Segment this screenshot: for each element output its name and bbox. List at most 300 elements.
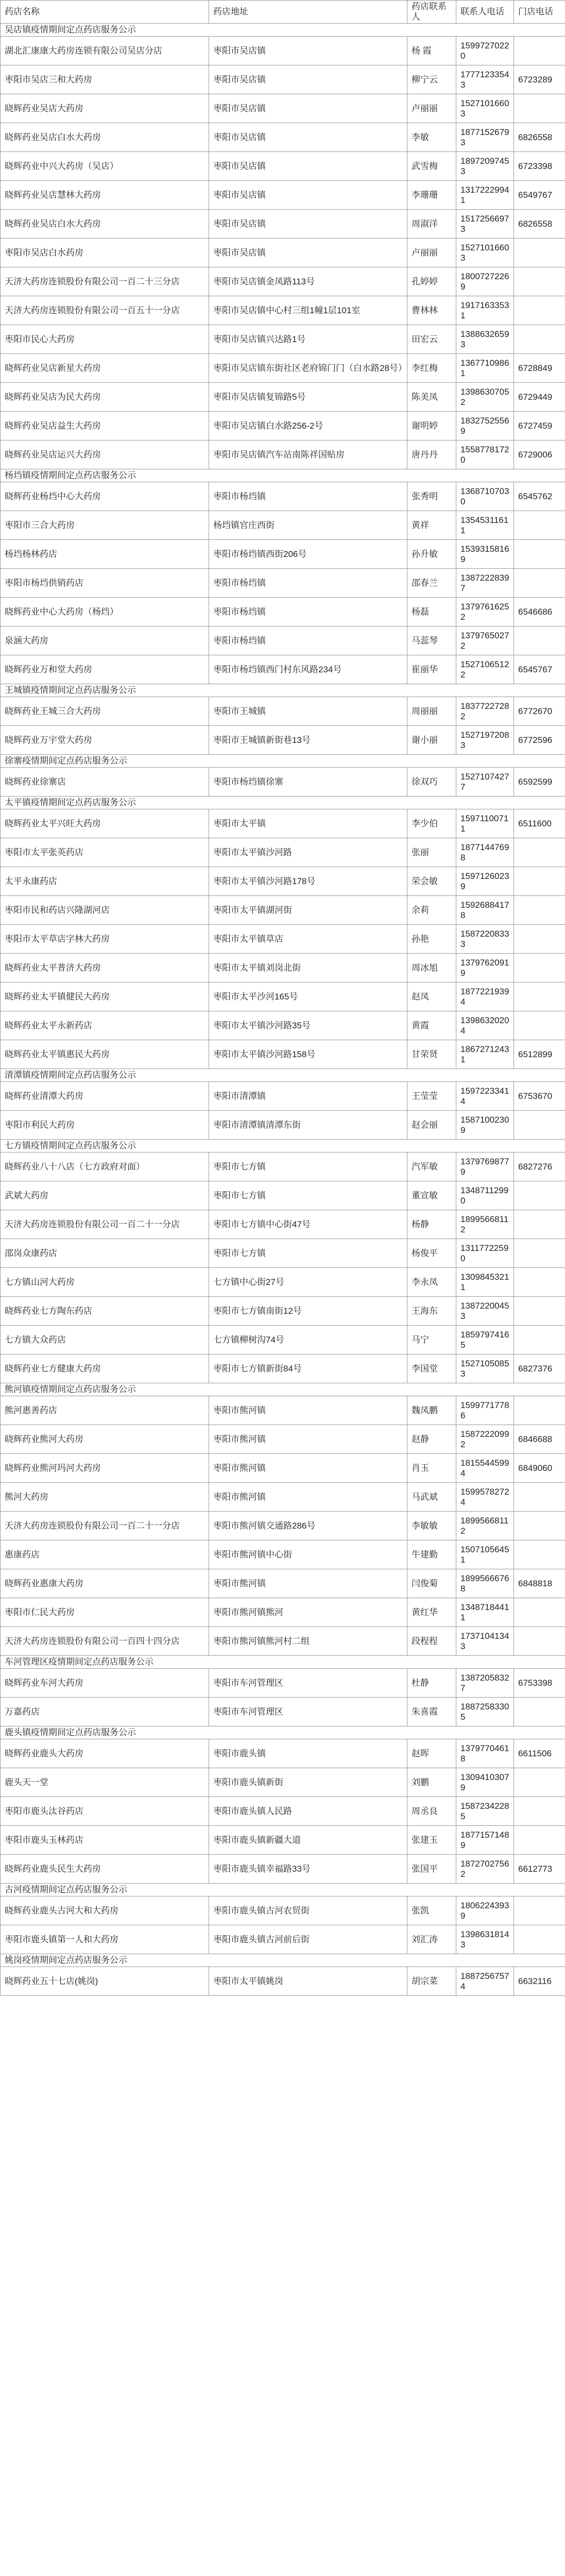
cell-store-phone xyxy=(514,1011,565,1040)
cell-phone: 13797704618 xyxy=(456,1739,514,1768)
cell-address: 枣阳市鹿头镇人民路 xyxy=(209,1797,407,1826)
cell-phone: 13094103079 xyxy=(456,1768,514,1797)
cell-address: 枣阳市清潭镇清潭东街 xyxy=(209,1111,407,1140)
header-phone: 联系人电话 xyxy=(456,1,514,24)
cell-phone: 18872567574 xyxy=(456,1967,514,1996)
table-row xyxy=(1,1396,565,1425)
cell-phone: 18062243939 xyxy=(456,1896,514,1925)
cell-store-phone xyxy=(514,1698,565,1726)
cell-address: 枣阳市吴店镇兴达路1号 xyxy=(209,325,407,354)
cell-contact: 张国平 xyxy=(407,1855,456,1884)
cell-address: 枣阳市鹿头镇幸福路33号 xyxy=(209,1855,407,1884)
cell-contact: 杜静 xyxy=(407,1669,456,1698)
cell-contact: 黄霞 xyxy=(407,1011,456,1040)
cell-address: 枣阳市吴店镇 xyxy=(209,239,407,267)
cell-address: 枣阳市鹿头镇古河农贸街 xyxy=(209,1896,407,1925)
cell-phone: 13098453211 xyxy=(456,1268,514,1297)
cell-address: 枣阳市太平沙河165号 xyxy=(209,982,407,1011)
cell-contact: 李敏 xyxy=(407,123,456,152)
cell-name: 晓辉药业万宇堂大药房 xyxy=(1,726,209,755)
cell-contact: 黄祥 xyxy=(407,511,456,540)
cell-store-phone: 6827376 xyxy=(514,1354,565,1383)
cell-store-phone xyxy=(514,1210,565,1239)
table-row xyxy=(1,954,565,982)
cell-name: 枣阳市吴店白水药房 xyxy=(1,239,209,267)
cell-phone: 18672712431 xyxy=(456,1040,514,1069)
table-row xyxy=(1,1425,565,1454)
cell-name: 七方镇大众药店 xyxy=(1,1326,209,1354)
cell-contact: 牛建勤 xyxy=(407,1540,456,1569)
cell-address: 枣阳市吴店镇金凤路113号 xyxy=(209,267,407,296)
cell-phone: 19171633531 xyxy=(456,296,514,325)
cell-phone: 15271016603 xyxy=(456,239,514,267)
cell-store-phone: 6632116 xyxy=(514,1967,565,1996)
cell-store-phone xyxy=(514,1268,565,1297)
cell-store-phone xyxy=(514,1896,565,1925)
cell-address: 枣阳市清潭镇 xyxy=(209,1082,407,1111)
table-row xyxy=(1,1181,565,1210)
table-row xyxy=(1,1268,565,1297)
cell-name: 枣阳市太平草店字林大药房 xyxy=(1,925,209,954)
cell-store-phone xyxy=(514,982,565,1011)
cell-phone: 18771571489 xyxy=(456,1826,514,1855)
section-row xyxy=(1,796,565,809)
table-header-row xyxy=(1,1,565,24)
cell-name: 晓辉药业鹿头民生大药房 xyxy=(1,1855,209,1884)
cell-store-phone xyxy=(514,1326,565,1354)
cell-address: 枣阳市太平镇湖河街 xyxy=(209,896,407,925)
cell-phone: 15271074277 xyxy=(456,768,514,796)
cell-name: 晓辉药业鹿头古河大和大药房 xyxy=(1,1896,209,1925)
cell-contact: 杨 霞 xyxy=(407,37,456,65)
table-row xyxy=(1,511,565,540)
cell-phone: 13172229941 xyxy=(456,181,514,210)
cell-contact: 朱喜霞 xyxy=(407,1698,456,1726)
cell-contact: 张丽 xyxy=(407,838,456,867)
table-row xyxy=(1,896,565,925)
table-row xyxy=(1,540,565,569)
cell-name: 枣阳市太平张英药店 xyxy=(1,838,209,867)
table-row xyxy=(1,354,565,383)
cell-store-phone xyxy=(514,1598,565,1627)
cell-name: 晓辉药业鹿头大药房 xyxy=(1,1739,209,1768)
cell-contact: 孔婷婷 xyxy=(407,267,456,296)
table-row xyxy=(1,1082,565,1111)
table-row xyxy=(1,267,565,296)
cell-name: 晓辉药业八十八店（七方政府对面） xyxy=(1,1153,209,1181)
section-title: 姚岗疫情期间定点药店服务公示 xyxy=(1,1954,565,1967)
cell-name: 晓辉药业吴店新星大药房 xyxy=(1,354,209,383)
cell-address: 枣阳市七方镇南街12号 xyxy=(209,1297,407,1326)
cell-phone: 13687107030 xyxy=(456,482,514,511)
cell-contact: 孙艳 xyxy=(407,925,456,954)
cell-address: 枣阳市太平镇刘岗北街 xyxy=(209,954,407,982)
cell-address: 枣阳市吴店镇东街社区老府锦门门（白水路28号） xyxy=(209,354,407,383)
cell-address: 枣阳市车河管理区 xyxy=(209,1669,407,1698)
cell-name: 枣阳市三合大药房 xyxy=(1,511,209,540)
cell-address: 枣阳市吴店镇 xyxy=(209,37,407,65)
cell-name: 晓辉药业五十七店(姚岗) xyxy=(1,1967,209,1996)
cell-phone: 13487184411 xyxy=(456,1598,514,1627)
cell-address: 枣阳市鹿头镇 xyxy=(209,1739,407,1768)
section-title: 鹿头镇疫情期间定点药店服务公示 xyxy=(1,1726,565,1739)
table-row xyxy=(1,726,565,755)
cell-address: 枣阳市王城镇新街巷13号 xyxy=(209,726,407,755)
cell-phone: 13986318143 xyxy=(456,1925,514,1954)
section-row xyxy=(1,469,565,482)
cell-phone: 18727027562 xyxy=(456,1855,514,1884)
table-row xyxy=(1,210,565,239)
cell-address: 枣阳市七方镇 xyxy=(209,1153,407,1181)
cell-contact: 卢丽丽 xyxy=(407,239,456,267)
cell-store-phone xyxy=(514,838,565,867)
cell-contact: 唐丹丹 xyxy=(407,440,456,469)
cell-name: 晓辉药业万和堂大药房 xyxy=(1,655,209,684)
cell-phone: 18155445994 xyxy=(456,1454,514,1483)
table-row xyxy=(1,1826,565,1855)
section-row xyxy=(1,1140,565,1153)
cell-phone: 18995666768 xyxy=(456,1569,514,1598)
cell-name: 晓辉药业吴店慧林大药房 xyxy=(1,181,209,210)
cell-address: 枣阳市七方镇中心街47号 xyxy=(209,1210,407,1239)
header-store-phone: 门店电话 xyxy=(514,1,565,24)
cell-name: 晓辉药业太平镇健民大药房 xyxy=(1,982,209,1011)
cell-store-phone xyxy=(514,239,565,267)
cell-phone: 15587781720 xyxy=(456,440,514,469)
cell-name: 晓辉药业杨垱中心大药房 xyxy=(1,482,209,511)
section-title: 清潭镇疫情期间定点药店服务公示 xyxy=(1,1069,565,1082)
cell-store-phone: 6611506 xyxy=(514,1739,565,1768)
section-row xyxy=(1,1656,565,1669)
cell-name: 枣阳市鹿头玉林药店 xyxy=(1,1826,209,1855)
cell-address: 枣阳市吴店镇 xyxy=(209,94,407,123)
table-row xyxy=(1,1569,565,1598)
table-row xyxy=(1,1855,565,1884)
cell-name: 天济大药房连锁股份有限公司一百四十四分店 xyxy=(1,1627,209,1656)
cell-store-phone xyxy=(514,896,565,925)
cell-name: 晓辉药业七方健康大药房 xyxy=(1,1354,209,1383)
cell-contact: 张秀明 xyxy=(407,482,456,511)
section-title: 徐寨疫情期间定点药店服务公示 xyxy=(1,755,565,768)
table-row xyxy=(1,152,565,181)
cell-name: 枣阳市鹿头镇第一人和大药房 xyxy=(1,1925,209,1954)
cell-store-phone: 6512899 xyxy=(514,1040,565,1069)
table-row xyxy=(1,925,565,954)
cell-store-phone xyxy=(514,626,565,655)
cell-phone: 13487112990 xyxy=(456,1181,514,1210)
section-row xyxy=(1,755,565,768)
section-title: 杨垱镇疫情期间定点药店服务公示 xyxy=(1,469,565,482)
cell-phone: 15271050853 xyxy=(456,1354,514,1383)
cell-name: 鹿头天一堂 xyxy=(1,1768,209,1797)
cell-contact: 张凯 xyxy=(407,1896,456,1925)
cell-address: 枣阳市杨垱镇 xyxy=(209,569,407,598)
cell-phone: 18327525569 xyxy=(456,412,514,440)
cell-contact: 周冰旭 xyxy=(407,954,456,982)
cell-phone: 18377227282 xyxy=(456,697,514,726)
cell-address: 七方镇柳树沟74号 xyxy=(209,1326,407,1354)
cell-store-phone: 6723398 xyxy=(514,152,565,181)
cell-phone: 15872208333 xyxy=(456,925,514,954)
cell-contact: 张建玉 xyxy=(407,1826,456,1855)
cell-phone: 15271065122 xyxy=(456,655,514,684)
cell-contact: 卢丽丽 xyxy=(407,94,456,123)
table-row xyxy=(1,1111,565,1140)
cell-phone: 15271972083 xyxy=(456,726,514,755)
cell-store-phone: 6723289 xyxy=(514,65,565,94)
cell-store-phone: 6729449 xyxy=(514,383,565,412)
cell-phone: 18772219394 xyxy=(456,982,514,1011)
cell-address: 枣阳市吴店镇 xyxy=(209,181,407,210)
cell-name: 湖北汇康康大药房连锁有限公司吴店分店 xyxy=(1,37,209,65)
cell-store-phone xyxy=(514,925,565,954)
section-row xyxy=(1,24,565,37)
table-row xyxy=(1,838,565,867)
cell-store-phone xyxy=(514,37,565,65)
cell-name: 杨垱杨林药店 xyxy=(1,540,209,569)
cell-store-phone: 6826558 xyxy=(514,123,565,152)
table-row xyxy=(1,1739,565,1768)
table-row xyxy=(1,809,565,838)
cell-name: 晓辉药业太平普济大药房 xyxy=(1,954,209,982)
table-row xyxy=(1,1797,565,1826)
cell-address: 枣阳市鹿头镇新疆大道 xyxy=(209,1826,407,1855)
cell-store-phone xyxy=(514,296,565,325)
cell-name: 太平永康药店 xyxy=(1,867,209,896)
cell-name: 晓辉药业清潭大药房 xyxy=(1,1082,209,1111)
cell-name: 晓辉药业熊河玛河大药房 xyxy=(1,1454,209,1483)
cell-contact: 徐双巧 xyxy=(407,768,456,796)
cell-name: 天济大药房连锁股份有限公司一百二十一分店 xyxy=(1,1512,209,1540)
cell-name: 熊河惠善药店 xyxy=(1,1396,209,1425)
cell-address: 枣阳市吴店镇 xyxy=(209,152,407,181)
cell-contact: 李国堂 xyxy=(407,1354,456,1383)
cell-phone: 15997270220 xyxy=(456,37,514,65)
header-contact: 药店联系人 xyxy=(407,1,456,24)
table-row xyxy=(1,867,565,896)
cell-contact: 刘鹏 xyxy=(407,1768,456,1797)
cell-contact: 李红梅 xyxy=(407,354,456,383)
table-row xyxy=(1,598,565,626)
cell-name: 天济大药房连锁股份有限公司一百五十一分店 xyxy=(1,296,209,325)
cell-phone: 18771447698 xyxy=(456,838,514,867)
cell-address: 枣阳市太平镇沙河路35号 xyxy=(209,1011,407,1040)
table-row xyxy=(1,1239,565,1268)
table-row xyxy=(1,655,565,684)
cell-name: 枣阳市民心大药房 xyxy=(1,325,209,354)
cell-name: 晓辉药业吴店为民大药房 xyxy=(1,383,209,412)
table-row xyxy=(1,626,565,655)
section-row xyxy=(1,1726,565,1739)
cell-name: 泉涵大药房 xyxy=(1,626,209,655)
header-name: 药店名称 xyxy=(1,1,209,24)
cell-store-phone xyxy=(514,1297,565,1326)
table-row xyxy=(1,123,565,152)
table-row xyxy=(1,1627,565,1656)
section-title: 车河管理区疫情期间定点药店服务公示 xyxy=(1,1656,565,1669)
cell-address: 枣阳市熊河镇交通路286号 xyxy=(209,1512,407,1540)
cell-address: 枣阳市熊河镇 xyxy=(209,1454,407,1483)
cell-name: 晓辉药业太平永新药店 xyxy=(1,1011,209,1040)
cell-phone: 15972233414 xyxy=(456,1082,514,1111)
cell-address: 枣阳市吴店镇 xyxy=(209,65,407,94)
cell-contact: 孙升敏 xyxy=(407,540,456,569)
table-row xyxy=(1,1454,565,1483)
cell-store-phone: 6729006 xyxy=(514,440,565,469)
cell-phone: 18771526793 xyxy=(456,123,514,152)
cell-contact: 王海东 xyxy=(407,1297,456,1326)
cell-name: 晓辉药业吴店运兴大药房 xyxy=(1,440,209,469)
cell-address: 枣阳市太平镇 xyxy=(209,809,407,838)
cell-phone: 15971260239 xyxy=(456,867,514,896)
table-row xyxy=(1,1540,565,1569)
cell-contact: 李珊珊 xyxy=(407,181,456,210)
cell-contact: 肖玉 xyxy=(407,1454,456,1483)
cell-store-phone: 6592599 xyxy=(514,768,565,796)
cell-store-phone xyxy=(514,1483,565,1512)
table-row xyxy=(1,37,565,65)
table-row xyxy=(1,325,565,354)
cell-phone: 13797650272 xyxy=(456,626,514,655)
cell-address: 枣阳市吴店镇复锦路5号 xyxy=(209,383,407,412)
cell-name: 熊河大药房 xyxy=(1,1483,209,1512)
cell-address: 枣阳市吴店镇中心村三组1幢1层101室 xyxy=(209,296,407,325)
cell-contact: 周丞良 xyxy=(407,1797,456,1826)
cell-contact: 曹林林 xyxy=(407,296,456,325)
section-title: 太平镇疫情期间定点药店服务公示 xyxy=(1,796,565,809)
cell-contact: 魏凤鹏 xyxy=(407,1396,456,1425)
cell-name: 晓辉药业惠康大药房 xyxy=(1,1569,209,1598)
cell-name: 晓辉药业王城三合大药房 xyxy=(1,697,209,726)
section-title: 七方镇疫情期间定点药店服务公示 xyxy=(1,1140,565,1153)
cell-address: 枣阳市熊河镇 xyxy=(209,1425,407,1454)
cell-store-phone xyxy=(514,1768,565,1797)
cell-address: 七方镇中心街27号 xyxy=(209,1268,407,1297)
table-row xyxy=(1,1698,565,1726)
table-row xyxy=(1,94,565,123)
cell-address: 枣阳市吴店镇 xyxy=(209,210,407,239)
cell-contact: 赵静 xyxy=(407,1425,456,1454)
cell-name: 晓辉药业吴店大药房 xyxy=(1,94,209,123)
cell-name: 万嘉药店 xyxy=(1,1698,209,1726)
section-title: 王城镇疫情期间定点药店服务公示 xyxy=(1,684,565,697)
cell-name: 枣阳市杨垱供销药店 xyxy=(1,569,209,598)
cell-phone: 13677109861 xyxy=(456,354,514,383)
cell-name: 晓辉药业车河大药房 xyxy=(1,1669,209,1698)
cell-contact: 王莹莹 xyxy=(407,1082,456,1111)
section-row xyxy=(1,1383,565,1396)
cell-contact: 杨俊平 xyxy=(407,1239,456,1268)
table-row xyxy=(1,1967,565,1996)
cell-store-phone xyxy=(514,1396,565,1425)
cell-store-phone: 6849060 xyxy=(514,1454,565,1483)
cell-store-phone: 6827276 xyxy=(514,1153,565,1181)
table-row xyxy=(1,65,565,94)
cell-store-phone xyxy=(514,1512,565,1540)
cell-phone: 13886326593 xyxy=(456,325,514,354)
table-row xyxy=(1,1925,565,1954)
table-row xyxy=(1,296,565,325)
table-row xyxy=(1,1768,565,1797)
cell-name: 枣阳市利民大药房 xyxy=(1,1111,209,1140)
cell-phone: 18995668112 xyxy=(456,1512,514,1540)
table-row xyxy=(1,239,565,267)
cell-address: 枣阳市杨垱镇 xyxy=(209,626,407,655)
cell-contact: 李敏敏 xyxy=(407,1512,456,1540)
section-row xyxy=(1,1954,565,1967)
cell-phone: 15271016603 xyxy=(456,94,514,123)
cell-phone: 13986320204 xyxy=(456,1011,514,1040)
cell-store-phone: 6546686 xyxy=(514,598,565,626)
cell-phone: 13872200453 xyxy=(456,1297,514,1326)
cell-phone: 15926884178 xyxy=(456,896,514,925)
cell-store-phone: 6772596 xyxy=(514,726,565,755)
cell-contact: 黄红华 xyxy=(407,1598,456,1627)
table-row xyxy=(1,982,565,1011)
table-row xyxy=(1,1354,565,1383)
cell-address: 枣阳市杨垱镇 xyxy=(209,598,407,626)
cell-name: 枣阳市仁民大药房 xyxy=(1,1598,209,1627)
cell-store-phone: 6511600 xyxy=(514,809,565,838)
cell-address: 枣阳市太平镇沙河路178号 xyxy=(209,867,407,896)
cell-address: 枣阳市吴店镇汽车站南陈祥国贴房 xyxy=(209,440,407,469)
cell-store-phone: 6753670 xyxy=(514,1082,565,1111)
table-row xyxy=(1,697,565,726)
cell-contact: 陈美凤 xyxy=(407,383,456,412)
cell-name: 晓辉药业吴店益生大药房 xyxy=(1,412,209,440)
cell-store-phone xyxy=(514,1540,565,1569)
cell-store-phone xyxy=(514,1239,565,1268)
cell-store-phone xyxy=(514,540,565,569)
cell-address: 杨垱镇官庄西街 xyxy=(209,511,407,540)
cell-phone: 15872342285 xyxy=(456,1797,514,1826)
cell-address: 枣阳市鹿头镇新街 xyxy=(209,1768,407,1797)
table-row xyxy=(1,1297,565,1326)
cell-phone: 18972097453 xyxy=(456,152,514,181)
cell-name: 邵岗众康药店 xyxy=(1,1239,209,1268)
cell-store-phone xyxy=(514,1797,565,1826)
cell-address: 枣阳市熊河镇熊河 xyxy=(209,1598,407,1627)
cell-store-phone xyxy=(514,1111,565,1140)
table-row xyxy=(1,569,565,598)
cell-address: 枣阳市杨垱镇西门村东风路234号 xyxy=(209,655,407,684)
table-row xyxy=(1,768,565,796)
cell-phone: 15393158169 xyxy=(456,540,514,569)
cell-name: 晓辉药业熊河大药房 xyxy=(1,1425,209,1454)
cell-name: 天济大药房连锁股份有限公司一百二十一分店 xyxy=(1,1210,209,1239)
cell-phone: 15872220992 xyxy=(456,1425,514,1454)
table-row xyxy=(1,1512,565,1540)
section-title: 熊河镇疫情期间定点药店服务公示 xyxy=(1,1383,565,1396)
cell-contact: 周丽丽 xyxy=(407,697,456,726)
cell-store-phone: 6848818 xyxy=(514,1569,565,1598)
cell-address: 枣阳市鹿头镇古河前后街 xyxy=(209,1925,407,1954)
cell-address: 枣阳市太平镇沙河路 xyxy=(209,838,407,867)
section-row xyxy=(1,1884,565,1896)
cell-store-phone: 6826558 xyxy=(514,210,565,239)
cell-address: 枣阳市吴店镇白水路256-2号 xyxy=(209,412,407,440)
cell-store-phone: 6545762 xyxy=(514,482,565,511)
cell-name: 武斌大药房 xyxy=(1,1181,209,1210)
cell-contact: 段程程 xyxy=(407,1627,456,1656)
cell-contact: 田宏云 xyxy=(407,325,456,354)
cell-store-phone xyxy=(514,1826,565,1855)
cell-phone: 13872058327 xyxy=(456,1669,514,1698)
table-row xyxy=(1,1153,565,1181)
cell-contact: 邵春兰 xyxy=(407,569,456,598)
cell-phone: 18995668112 xyxy=(456,1210,514,1239)
cell-store-phone: 6728849 xyxy=(514,354,565,383)
